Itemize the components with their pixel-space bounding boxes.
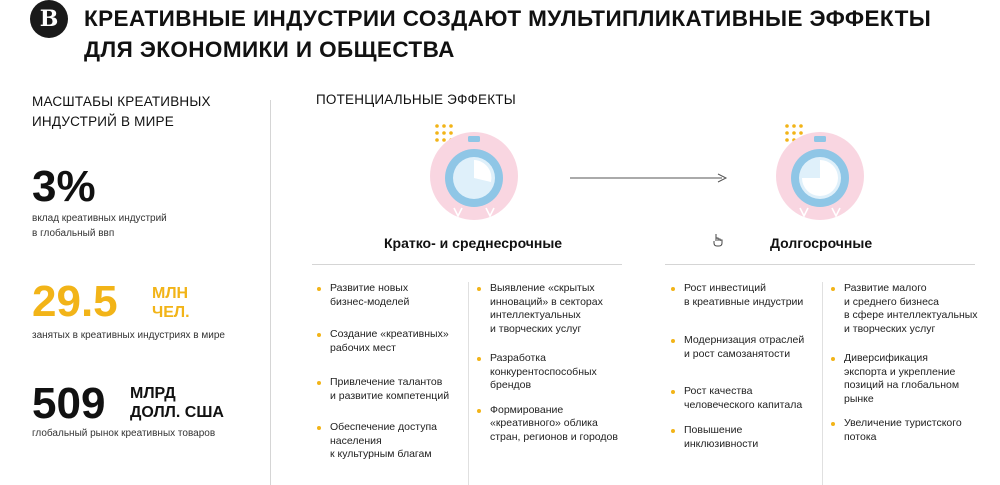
- stats-title: [32, 92, 211, 132]
- hand-cursor-icon: [712, 233, 724, 247]
- list-item-line: Выявление «скрытых: [490, 282, 595, 294]
- list-item-line: конкурентоспособных: [490, 365, 597, 378]
- list-item-line: инклюзивности: [684, 437, 759, 450]
- list-item-line: «креативного» облика: [490, 417, 598, 429]
- stat-market-unit: [130, 384, 224, 422]
- long-term-list-a: [670, 282, 830, 470]
- list-item: [670, 385, 830, 412]
- list-item-line: населения: [330, 434, 382, 447]
- list-item: [830, 282, 990, 336]
- rule-short-term: [312, 264, 622, 265]
- list-item-line: Рост качества: [684, 385, 753, 397]
- list-item-line: в креативные индустрии: [684, 295, 804, 308]
- hse-logo: [30, 0, 68, 38]
- stat-employment-value: 29.5: [32, 277, 118, 326]
- title-line-1: КРЕАТИВНЫЕ ИНДУСТРИИ СОЗДАЮТ МУЛЬТИПЛИКАТИВНЫЕ ЭФФЕКТЫ: [84, 6, 932, 31]
- list-item-line: Создание «креативных»: [330, 328, 449, 340]
- list-item-line: и творческих услуг: [490, 322, 582, 335]
- list-item-line: Привлечение талантов: [330, 376, 443, 388]
- short-term-list-a: [316, 282, 476, 481]
- stopwatch-short-term-icon: [428, 120, 520, 230]
- stat-market-desc: [32, 426, 215, 441]
- list-item-line: к культурным благам: [330, 448, 432, 460]
- list-item-line: и развитие компетенций: [330, 389, 450, 402]
- list-item: [830, 352, 990, 406]
- section-divider: [270, 100, 271, 485]
- list-item-line: Формирование: [490, 403, 564, 416]
- list-item-line: человеческого капитала: [684, 398, 803, 411]
- list-item-line: потока: [844, 430, 877, 443]
- list-item-line: Рост инвестиций: [684, 282, 766, 294]
- stat-employment-unit: [152, 284, 190, 322]
- list-item: [316, 328, 476, 355]
- stats-title-line-1: МАСШТАБЫ КРЕАТИВНЫХ: [32, 94, 211, 109]
- rule-long-term: [665, 264, 975, 265]
- slide-title: [84, 3, 931, 65]
- heading-long-term: Долгосрочные: [770, 235, 873, 251]
- list-item-line: Развитие новых: [330, 282, 409, 294]
- title-line-2: ДЛЯ ЭКОНОМИКИ И ОБЩЕСТВА: [84, 37, 455, 62]
- list-item-line: экспорта и укрепление: [844, 365, 956, 378]
- list-item-line: позиций на глобальном: [844, 379, 960, 391]
- list-item: [316, 282, 476, 309]
- stat-gdp-share-desc: [32, 211, 167, 241]
- stopwatch-long-term-icon: [774, 120, 866, 230]
- list-item-line: Обеспечение доступа: [330, 421, 437, 433]
- list-item: [670, 334, 830, 361]
- arrow-right-icon: [570, 172, 730, 184]
- unit-line: ДОЛЛ. США: [130, 404, 224, 421]
- list-item-line: в сфере интеллектуальных: [844, 309, 978, 321]
- list-item: [670, 424, 830, 451]
- list-item: [476, 282, 636, 336]
- list-item: [670, 282, 830, 309]
- list-item-line: и рост самозанятости: [684, 347, 791, 360]
- list-item-line: Диверсификация: [844, 352, 928, 364]
- unit-line: МЛРД: [130, 385, 176, 402]
- list-item-line: рынке: [844, 392, 874, 405]
- stat-desc-line: в глобальный ввп: [32, 228, 115, 239]
- unit-line: МЛН: [152, 285, 189, 302]
- list-item-line: и творческих услуг: [844, 322, 936, 335]
- short-term-list-b: [476, 282, 636, 463]
- heading-short-term: Кратко- и среднесрочные: [384, 235, 563, 251]
- list-item: [476, 352, 636, 393]
- list-item-line: интеллектуальных: [490, 309, 581, 321]
- list-item-line: рабочих мест: [330, 341, 396, 354]
- list-item: [476, 404, 636, 445]
- long-term-list-b: [830, 282, 990, 463]
- stats-title-line-2: ИНДУСТРИЙ В МИРЕ: [32, 114, 174, 129]
- logo-letter: В: [39, 6, 59, 32]
- unit-line: ЧЕЛ.: [152, 304, 190, 321]
- stat-desc-line: глобальный рынок креативных товаров: [32, 428, 216, 439]
- list-item: [316, 421, 476, 462]
- list-item-line: Разработка: [490, 352, 546, 364]
- list-item: [830, 417, 990, 444]
- list-item-line: стран, регионов и городов: [490, 430, 618, 443]
- list-item-line: Повышение: [684, 424, 743, 436]
- effects-title: ПОТЕНЦИАЛЬНЫЕ ЭФФЕКТЫ: [316, 92, 516, 107]
- stat-gdp-share-value: 3%: [32, 162, 96, 211]
- stat-desc-line: вклад креативных индустрий: [32, 213, 167, 224]
- stat-market-value: 509: [32, 379, 106, 428]
- list-item-line: и среднего бизнеса: [844, 295, 940, 308]
- list-item: [316, 376, 476, 403]
- list-item-line: брендов: [490, 379, 532, 391]
- list-item-line: Модернизация отраслей: [684, 334, 805, 346]
- stat-employment-desc: [32, 328, 225, 343]
- list-item-line: бизнес-моделей: [330, 295, 410, 308]
- list-item-line: инноваций» в секторах: [490, 295, 603, 308]
- stat-desc-line: занятых в креативных индустриях в мире: [32, 330, 225, 341]
- list-item-line: Увеличение туристского: [844, 417, 962, 429]
- list-item-line: Развитие малого: [844, 282, 927, 294]
